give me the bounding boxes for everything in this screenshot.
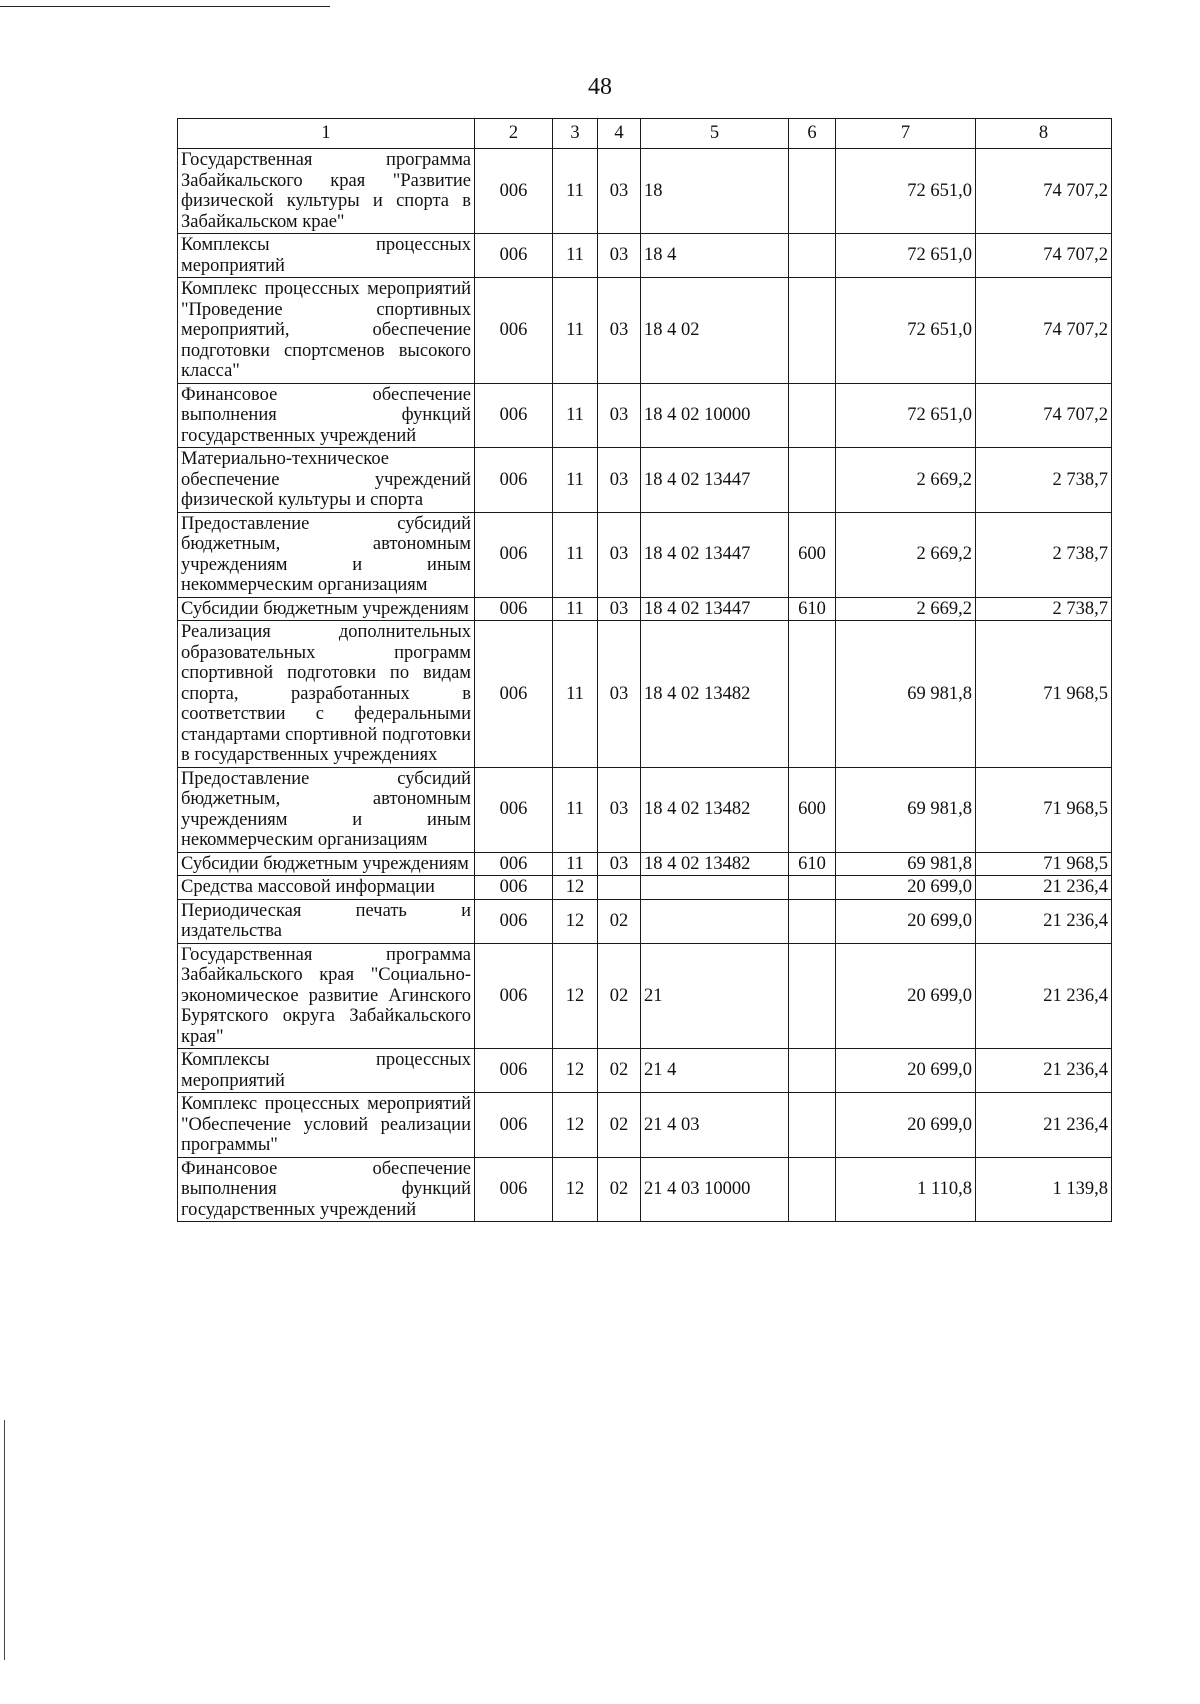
target-item-code-cell: 18 4 02 10000 (641, 383, 789, 448)
amount-year1-cell: 2 669,2 (836, 448, 976, 513)
grbs-code-cell: 006 (475, 448, 553, 513)
target-item-code-cell: 18 4 02 13447 (641, 512, 789, 597)
subsection-code-cell: 03 (598, 448, 641, 513)
amount-year2-cell: 21 236,4 (976, 1093, 1112, 1158)
table-header-row (178, 119, 1112, 149)
subsection-code-cell: 03 (598, 149, 641, 234)
amount-year1-cell: 2 669,2 (836, 512, 976, 597)
section-code-cell: 11 (553, 621, 598, 768)
amount-year2-cell: 2 738,7 (976, 597, 1112, 621)
subsection-code-cell: 02 (598, 899, 641, 943)
expense-type-code-cell (789, 383, 836, 448)
section-code-cell: 12 (553, 943, 598, 1049)
table-row (178, 767, 1112, 852)
row-name-cell: Комплекс процессных мероприятий "Проведение спортивных мероприятий, обеспечение подготовки спортсменов высокого класса" (178, 278, 475, 384)
amount-year1-cell: 72 651,0 (836, 149, 976, 234)
row-name-cell: Комплексы процессных мероприятий (178, 234, 475, 278)
row-name-cell: Предоставление субсидий бюджетным, автономным учреждениям и иным некоммерческим организациям (178, 512, 475, 597)
amount-year1-cell: 72 651,0 (836, 278, 976, 384)
table-row (178, 1093, 1112, 1158)
amount-year1-cell: 20 699,0 (836, 899, 976, 943)
target-item-code-cell: 18 4 (641, 234, 789, 278)
target-item-code-cell: 18 4 02 13482 (641, 767, 789, 852)
target-item-code-cell (641, 876, 789, 900)
row-name-cell: Финансовое обеспечение выполнения функций государственных учреждений (178, 1157, 475, 1222)
column-header: 6 (789, 119, 836, 149)
section-code-cell: 12 (553, 1093, 598, 1158)
section-code-cell: 11 (553, 448, 598, 513)
page-number: 48 (588, 74, 612, 100)
table-row (178, 1049, 1112, 1093)
grbs-code-cell: 006 (475, 852, 553, 876)
amount-year1-cell: 20 699,0 (836, 1093, 976, 1158)
row-name-cell: Материально-техническое обеспечение учреждений физической культуры и спорта (178, 448, 475, 513)
table-row (178, 234, 1112, 278)
expense-type-code-cell (789, 1093, 836, 1158)
section-code-cell: 11 (553, 234, 598, 278)
subsection-code-cell: 03 (598, 621, 641, 768)
target-item-code-cell: 21 4 03 (641, 1093, 789, 1158)
expense-type-code-cell (789, 448, 836, 513)
target-item-code-cell: 18 4 02 (641, 278, 789, 384)
subsection-code-cell: 03 (598, 767, 641, 852)
column-header: 5 (641, 119, 789, 149)
table-row (178, 512, 1112, 597)
expense-type-code-cell (789, 876, 836, 900)
column-header: 8 (976, 119, 1112, 149)
grbs-code-cell: 006 (475, 1093, 553, 1158)
budget-table (177, 118, 1112, 1222)
table-body (178, 149, 1112, 1222)
section-code-cell: 12 (553, 899, 598, 943)
column-header: 3 (553, 119, 598, 149)
expense-type-code-cell: 610 (789, 597, 836, 621)
amount-year2-cell: 21 236,4 (976, 876, 1112, 900)
amount-year2-cell: 74 707,2 (976, 278, 1112, 384)
row-name-cell: Государственная программа Забайкальского края "Социально-экономическое развитие Агинского Бурятского округа Забайкальского края" (178, 943, 475, 1049)
target-item-code-cell: 21 (641, 943, 789, 1049)
grbs-code-cell: 006 (475, 278, 553, 384)
row-name-cell: Реализация дополнительных образовательных программ спортивной подготовки по видам спорта, разработанных в соответствии с федеральными стандартами спортивной подготовки в государственных учреждениях (178, 621, 475, 768)
expense-type-code-cell (789, 278, 836, 384)
grbs-code-cell: 006 (475, 899, 553, 943)
table-row (178, 149, 1112, 234)
amount-year1-cell: 69 981,8 (836, 767, 976, 852)
section-code-cell: 11 (553, 278, 598, 384)
section-code-cell: 11 (553, 383, 598, 448)
amount-year2-cell: 71 968,5 (976, 621, 1112, 768)
table-row (178, 1157, 1112, 1222)
column-header: 1 (178, 119, 475, 149)
target-item-code-cell (641, 899, 789, 943)
expense-type-code-cell (789, 621, 836, 768)
subsection-code-cell: 02 (598, 1049, 641, 1093)
grbs-code-cell: 006 (475, 621, 553, 768)
table-row (178, 278, 1112, 384)
section-code-cell: 11 (553, 149, 598, 234)
expense-type-code-cell (789, 149, 836, 234)
grbs-code-cell: 006 (475, 767, 553, 852)
row-name-cell: Государственная программа Забайкальского края "Развитие физической культуры и спорта в Забайкальском крае" (178, 149, 475, 234)
amount-year2-cell: 74 707,2 (976, 149, 1112, 234)
grbs-code-cell: 006 (475, 1157, 553, 1222)
amount-year2-cell: 21 236,4 (976, 899, 1112, 943)
expense-type-code-cell (789, 234, 836, 278)
subsection-code-cell: 02 (598, 1157, 641, 1222)
target-item-code-cell: 21 4 (641, 1049, 789, 1093)
expense-type-code-cell: 600 (789, 512, 836, 597)
subsection-code-cell: 02 (598, 943, 641, 1049)
table-row (178, 621, 1112, 768)
table-row (178, 852, 1112, 876)
subsection-code-cell: 03 (598, 234, 641, 278)
table-row (178, 899, 1112, 943)
table-row (178, 597, 1112, 621)
grbs-code-cell: 006 (475, 876, 553, 900)
section-code-cell: 12 (553, 1157, 598, 1222)
row-name-cell: Предоставление субсидий бюджетным, автономным учреждениям и иным некоммерческим организациям (178, 767, 475, 852)
amount-year1-cell: 20 699,0 (836, 943, 976, 1049)
section-code-cell: 11 (553, 512, 598, 597)
expense-type-code-cell (789, 943, 836, 1049)
amount-year2-cell: 71 968,5 (976, 767, 1112, 852)
amount-year2-cell: 1 139,8 (976, 1157, 1112, 1222)
subsection-code-cell: 03 (598, 852, 641, 876)
amount-year2-cell: 21 236,4 (976, 1049, 1112, 1093)
amount-year1-cell: 20 699,0 (836, 1049, 976, 1093)
row-name-cell: Периодическая печать и издательства (178, 899, 475, 943)
subsection-code-cell: 03 (598, 383, 641, 448)
amount-year1-cell: 72 651,0 (836, 383, 976, 448)
target-item-code-cell: 18 4 02 13482 (641, 621, 789, 768)
row-name-cell: Комплекс процессных мероприятий "Обеспечение условий реализации программы" (178, 1093, 475, 1158)
section-code-cell: 12 (553, 1049, 598, 1093)
subsection-code-cell (598, 876, 641, 900)
expense-type-code-cell (789, 1157, 836, 1222)
target-item-code-cell: 18 4 02 13447 (641, 597, 789, 621)
amount-year2-cell: 21 236,4 (976, 943, 1112, 1049)
expense-type-code-cell (789, 899, 836, 943)
column-header: 7 (836, 119, 976, 149)
amount-year2-cell: 2 738,7 (976, 448, 1112, 513)
scan-edge-line (0, 6, 330, 7)
expense-type-code-cell: 600 (789, 767, 836, 852)
section-code-cell: 11 (553, 767, 598, 852)
table-row (178, 876, 1112, 900)
amount-year1-cell: 69 981,8 (836, 852, 976, 876)
amount-year1-cell: 2 669,2 (836, 597, 976, 621)
amount-year1-cell: 1 110,8 (836, 1157, 976, 1222)
subsection-code-cell: 02 (598, 1093, 641, 1158)
target-item-code-cell: 21 4 03 10000 (641, 1157, 789, 1222)
expense-type-code-cell: 610 (789, 852, 836, 876)
column-header: 2 (475, 119, 553, 149)
amount-year1-cell: 72 651,0 (836, 234, 976, 278)
section-code-cell: 11 (553, 852, 598, 876)
amount-year2-cell: 74 707,2 (976, 383, 1112, 448)
column-header: 4 (598, 119, 641, 149)
row-name-cell: Средства массовой информации (178, 876, 475, 900)
table-row (178, 943, 1112, 1049)
grbs-code-cell: 006 (475, 149, 553, 234)
subsection-code-cell: 03 (598, 512, 641, 597)
section-code-cell: 12 (553, 876, 598, 900)
amount-year1-cell: 20 699,0 (836, 876, 976, 900)
grbs-code-cell: 006 (475, 597, 553, 621)
grbs-code-cell: 006 (475, 234, 553, 278)
row-name-cell: Комплексы процессных мероприятий (178, 1049, 475, 1093)
target-item-code-cell: 18 4 02 13447 (641, 448, 789, 513)
grbs-code-cell: 006 (475, 1049, 553, 1093)
table-row (178, 448, 1112, 513)
target-item-code-cell: 18 (641, 149, 789, 234)
subsection-code-cell: 03 (598, 278, 641, 384)
amount-year2-cell: 71 968,5 (976, 852, 1112, 876)
subsection-code-cell: 03 (598, 597, 641, 621)
target-item-code-cell: 18 4 02 13482 (641, 852, 789, 876)
row-name-cell: Финансовое обеспечение выполнения функций государственных учреждений (178, 383, 475, 448)
table-row (178, 383, 1112, 448)
expense-type-code-cell (789, 1049, 836, 1093)
scan-edge-line-left (4, 1420, 5, 1660)
row-name-cell: Субсидии бюджетным учреждениям (178, 597, 475, 621)
section-code-cell: 11 (553, 597, 598, 621)
grbs-code-cell: 006 (475, 943, 553, 1049)
amount-year1-cell: 69 981,8 (836, 621, 976, 768)
row-name-cell: Субсидии бюджетным учреждениям (178, 852, 475, 876)
amount-year2-cell: 74 707,2 (976, 234, 1112, 278)
amount-year2-cell: 2 738,7 (976, 512, 1112, 597)
grbs-code-cell: 006 (475, 383, 553, 448)
grbs-code-cell: 006 (475, 512, 553, 597)
